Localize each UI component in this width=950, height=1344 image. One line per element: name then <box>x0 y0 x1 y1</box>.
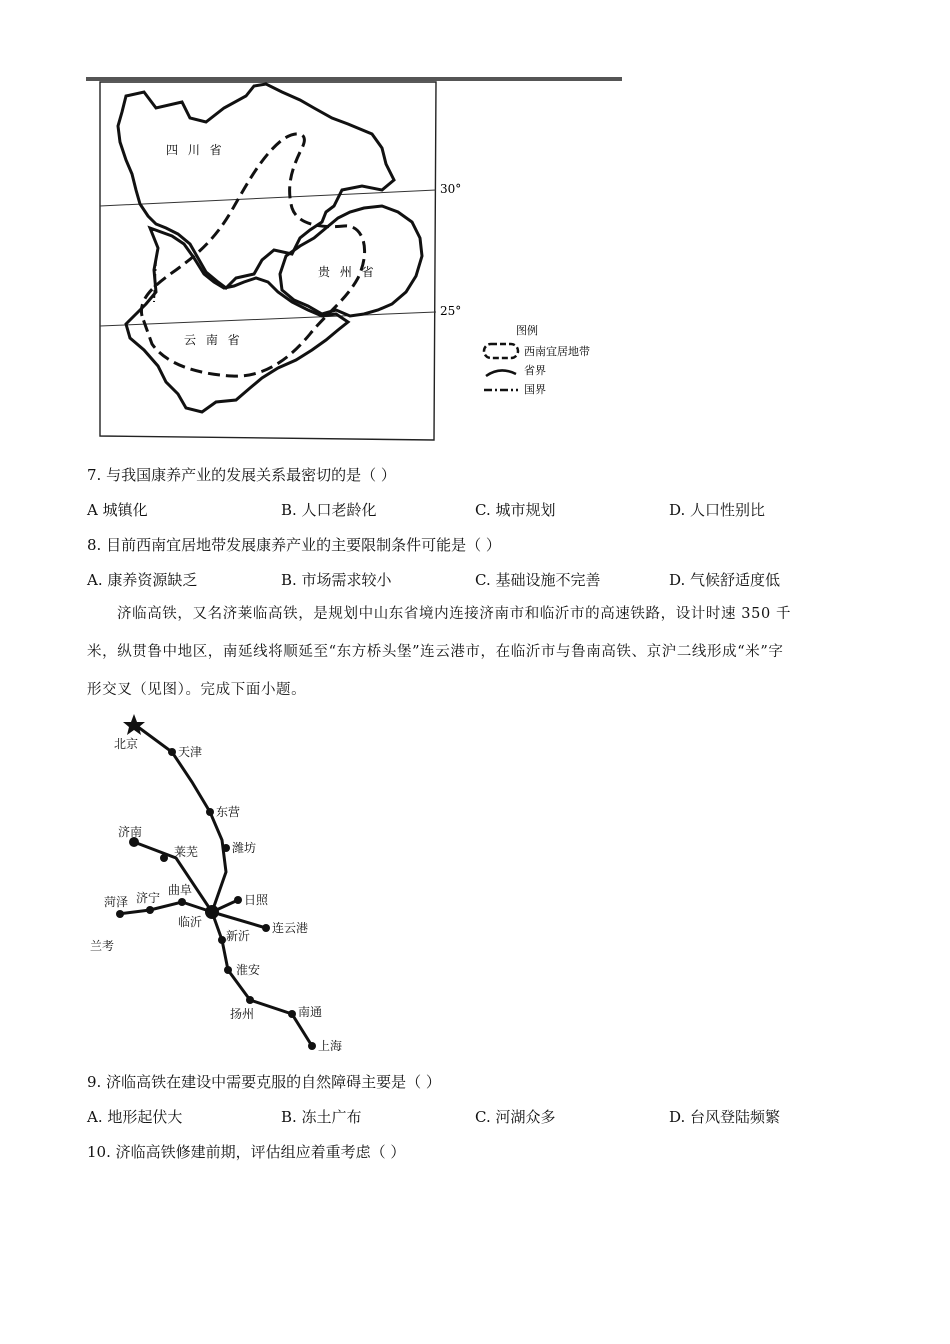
lat-30-line <box>100 190 436 206</box>
q9-option-d[interactable]: D. 台风登陆频繁 <box>669 1108 781 1126</box>
label-shanghai: 上海 <box>318 1039 343 1053</box>
label-heze: 菏泽 <box>104 895 129 909</box>
label-tianjin: 天津 <box>178 745 203 759</box>
beijing-star-icon <box>123 714 145 735</box>
label-weifang: 潍坊 <box>232 841 257 855</box>
legend-item-province: 省界 <box>524 364 546 377</box>
station-dot <box>262 924 270 932</box>
q9-option-b[interactable]: B. 冻土广布 <box>281 1108 362 1126</box>
q7-option-a[interactable]: A 城镇化 <box>87 501 148 519</box>
q9-stem: 9. 济临高铁在建设中需要克服的自然障碍主要是（ ） <box>87 1073 441 1091</box>
legend-province-swatch <box>486 370 516 376</box>
label-jining: 济宁 <box>136 891 161 905</box>
label-huaian: 淮安 <box>236 963 261 977</box>
q7-option-c[interactable]: C. 城市规划 <box>475 501 556 519</box>
q8-option-c[interactable]: C. 基础设施不完善 <box>475 571 601 589</box>
guizhou-label: 贵 州 省 <box>318 265 377 279</box>
label-qufu: 曲阜 <box>168 883 193 897</box>
station-dot <box>160 854 168 862</box>
station-dot <box>224 966 232 974</box>
lat-25-line <box>100 312 436 326</box>
lat-30-label: 30° <box>440 182 462 196</box>
railway-map <box>86 712 366 1062</box>
passage-line-1: 济临高铁，又名济莱临高铁，是规划中山东省境内连接济南市和临沂市的高速铁路，设计时速 350 千 <box>117 606 792 622</box>
label-laiwu: 莱芜 <box>174 845 199 859</box>
label-lianyungang: 连云港 <box>272 921 309 935</box>
q9-option-c[interactable]: C. 河湖众多 <box>475 1108 556 1126</box>
label-jinan: 济南 <box>118 825 143 839</box>
label-dongying: 东营 <box>216 805 241 819</box>
rail-heze-linyi <box>118 902 212 914</box>
q8-option-d[interactable]: D. 气候舒适度低 <box>669 571 781 589</box>
q8-stem: 8. 目前西南宜居地带发展康养产业的主要限制条件可能是（ ） <box>87 536 501 554</box>
legend-item-national: 国界 <box>524 383 546 396</box>
station-dot <box>146 906 154 914</box>
label-beijing: 北京 <box>114 737 139 751</box>
legend-item-belt: 西南宜居地带 <box>524 345 590 358</box>
label-linyi: 临沂 <box>178 915 203 929</box>
rail-linyi-lianyungang <box>212 912 266 928</box>
label-nantong: 南通 <box>298 1005 323 1019</box>
legend-belt-swatch <box>484 344 518 358</box>
q9-option-a[interactable]: A. 地形起伏大 <box>87 1108 183 1126</box>
livable-belt <box>141 134 364 376</box>
linyi-hub-dot <box>205 905 219 919</box>
label-rizhao: 日照 <box>244 893 269 907</box>
station-dot <box>178 898 186 906</box>
q7-stem: 7. 与我国康养产业的发展关系最密切的是（ ） <box>87 466 396 484</box>
station-dot <box>222 844 230 852</box>
station-dot <box>116 910 124 918</box>
sichuan-label: 四 川 省 <box>166 143 225 157</box>
q8-option-a[interactable]: A. 康养资源缺乏 <box>87 571 198 589</box>
label-yangzhou: 扬州 <box>230 1007 255 1021</box>
q7-option-d[interactable]: D. 人口性别比 <box>669 501 766 519</box>
station-dot <box>168 748 176 756</box>
station-dot <box>218 936 226 944</box>
station-dot <box>234 896 242 904</box>
guizhou-border <box>280 206 422 316</box>
lat-25-label: 25° <box>440 304 462 318</box>
station-dot <box>288 1010 296 1018</box>
q7-option-b[interactable]: B. 人口老龄化 <box>281 501 377 519</box>
station-dot <box>308 1042 316 1050</box>
map-frame <box>100 82 436 440</box>
station-dot <box>206 808 214 816</box>
label-lankao: 兰考 <box>90 939 115 953</box>
yunnan-label: 云 南 省 <box>184 333 243 347</box>
passage-line-3: 形交叉（见图）。完成下面小题。 <box>87 682 307 698</box>
q10-stem: 10. 济临高铁修建前期，评估组应着重考虑（ ） <box>87 1143 406 1161</box>
station-dot <box>246 996 254 1004</box>
legend-title: 图例 <box>516 324 538 337</box>
q8-option-b[interactable]: B. 市场需求较小 <box>281 571 392 589</box>
sichuan-border <box>118 84 394 288</box>
passage-line-2: 米，纵贯鲁中地区，南延线将顺延至“东方桥头堡”连云港市，在临沂市与鲁南高铁、京沪二线形成“米”字 <box>87 644 784 660</box>
southwest-map <box>86 78 626 448</box>
label-xinyi: 新沂 <box>226 929 251 943</box>
